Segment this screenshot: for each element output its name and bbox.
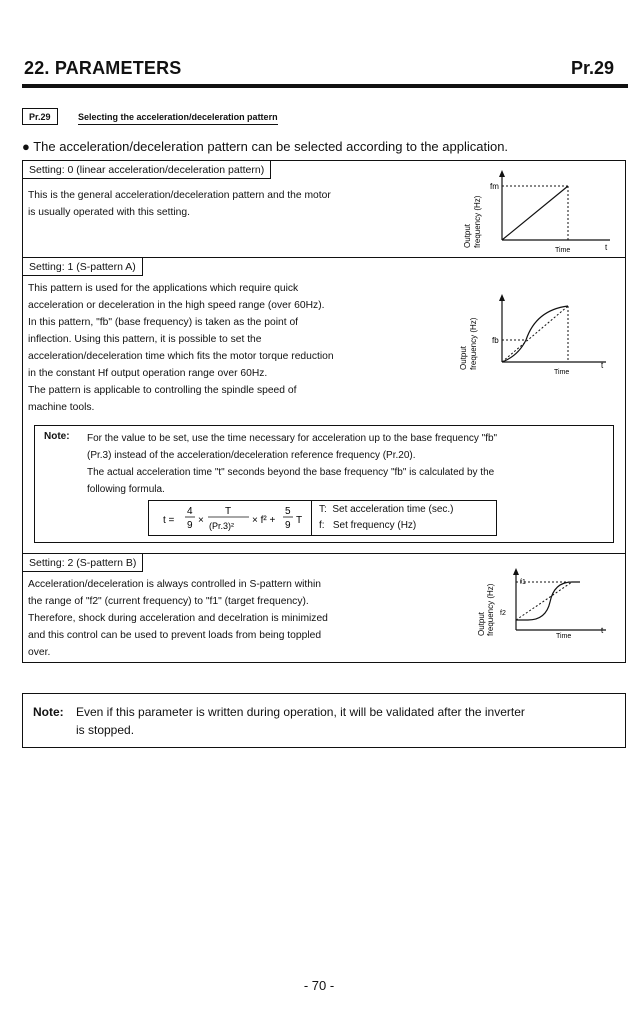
setting2-line: over. <box>28 647 51 658</box>
graph1-time-label: Time <box>554 369 570 376</box>
formula-c2-num: 5 <box>285 506 291 517</box>
setting1-line: acceleration/deceleration time which fits the motor torque reduction <box>28 351 334 362</box>
intro-text: ● The acceleration/deceleration pattern can be selected according to the application. <box>22 139 509 154</box>
setting1-line: inflection. Using this pattern, it is possible to set the <box>28 334 262 345</box>
graph1-reference-line <box>502 306 568 362</box>
graph0-time-label: Time <box>555 247 571 254</box>
formula-divider <box>311 501 312 535</box>
setting2-line: the range of "f2" (current frequency) to "f1" (target frequency). <box>28 596 309 607</box>
setting1-label: Setting: 1 (S-pattern A) <box>23 258 143 276</box>
note2-label: Note: <box>33 705 64 719</box>
formula-def-f: f: Set frequency (Hz) <box>319 520 417 531</box>
graph0-fm-label: fm <box>490 182 499 191</box>
note1-text <box>87 430 497 498</box>
formula-lhs: t = <box>163 515 175 526</box>
formula-c1-den: 9 <box>187 520 193 531</box>
graph0-linear-curve <box>502 186 568 240</box>
graph0-y-arrow <box>499 170 505 177</box>
setting1-line: in the constant Hf output operation range over 60Hz. <box>28 368 268 379</box>
graph1-ylabel1: Output <box>459 345 468 370</box>
formula-frac-num: T <box>225 506 232 517</box>
setting0-text <box>28 187 331 221</box>
graph2-s-curve <box>516 582 580 620</box>
graph0-t-label: t <box>605 243 608 252</box>
formula-frac-den: (Pr.3)² <box>209 521 235 531</box>
section-title: 22. PARAMETERS <box>24 58 182 78</box>
setting0-line: is usually operated with this setting. <box>28 207 190 218</box>
graph1-fb-label: fb <box>492 336 499 345</box>
graph2-ylabel2: frequency (Hz) <box>486 583 495 636</box>
graph1-ylabel2: frequency (Hz) <box>469 317 478 370</box>
setting2-line: and this control can be used to prevent loads from being toppled <box>28 630 322 641</box>
graph0-ylabel2: frequency (Hz) <box>473 195 482 248</box>
note2-line: Even if this parameter is written during operation, it will be validated after the inverter <box>76 705 525 719</box>
note1-line: The actual acceleration time "t" seconds beyond the base frequency "fb" is calculated by the <box>87 467 495 478</box>
graph2-f2-label: f2 <box>500 610 506 617</box>
graph2-y-arrow <box>513 568 519 575</box>
graph1-t-label: t <box>601 361 604 370</box>
parameter-badge: Pr.29 <box>22 108 58 125</box>
setting1-line: machine tools. <box>28 402 95 413</box>
setting1-line: The pattern is applicable to controlling the spindle speed of <box>28 385 297 396</box>
formula-c2-den: 9 <box>285 520 291 531</box>
setting1-line: acceleration or deceleration in the high speed range (over 60Hz). <box>28 300 325 311</box>
setting1-line: This pattern is used for the applications which require quick <box>28 283 299 294</box>
note1-line: For the value to be set, use the time necessary for acceleration up to the base frequency "fb" <box>87 433 498 444</box>
s-pattern-a-graph <box>456 290 606 380</box>
setting1-line: In this pattern, "fb" (base frequency) is taken as the point of <box>28 317 299 328</box>
page-number: - 70 - <box>303 978 335 993</box>
note1-label: Note: <box>44 431 70 442</box>
graph1-y-arrow <box>499 294 505 301</box>
formula-tail: T <box>296 515 303 526</box>
note2-text <box>76 703 525 739</box>
graph2-time-label: Time <box>556 633 572 640</box>
formula-c1-num: 4 <box>187 506 193 517</box>
parameter-code: Pr.29 <box>570 58 614 78</box>
parameter-title: Selecting the acceleration/deceleration pattern <box>78 112 278 125</box>
setting2-text <box>28 576 328 661</box>
acceleration-formula <box>148 500 497 536</box>
setting2-line: Acceleration/deceleration is always controlled in S-pattern within <box>28 579 322 590</box>
setting2-label: Setting: 2 (S-pattern B) <box>23 554 143 572</box>
graph2-f1-label: f1 <box>520 579 526 586</box>
setting0-line: This is the general acceleration/deceleration pattern and the motor <box>28 190 331 201</box>
formula-def-T: T: Set acceleration time (sec.) <box>319 504 454 515</box>
setting1-text <box>28 280 334 416</box>
graph2-t-label: t <box>601 626 604 635</box>
graph2-ylabel1: Output <box>477 611 486 636</box>
note1-line: following formula. <box>87 484 165 495</box>
s-pattern-b-graph <box>456 566 606 648</box>
header-rule <box>22 84 628 88</box>
note1-line: (Pr.3) instead of the acceleration/deceleration reference frequency (Pr.20). <box>87 450 416 461</box>
formula-expression <box>149 501 311 535</box>
note2-line: is stopped. <box>76 723 135 737</box>
setting0-label: Setting: 0 (linear acceleration/deceleration pattern) <box>23 161 271 179</box>
graph0-ylabel1: Output <box>463 223 472 248</box>
linear-pattern-graph <box>460 168 610 256</box>
formula-times1: × <box>198 515 204 526</box>
formula-times2: × f² + <box>252 515 276 526</box>
setting2-line: Therefore, shock during acceleration and decelration is minimized <box>28 613 328 624</box>
